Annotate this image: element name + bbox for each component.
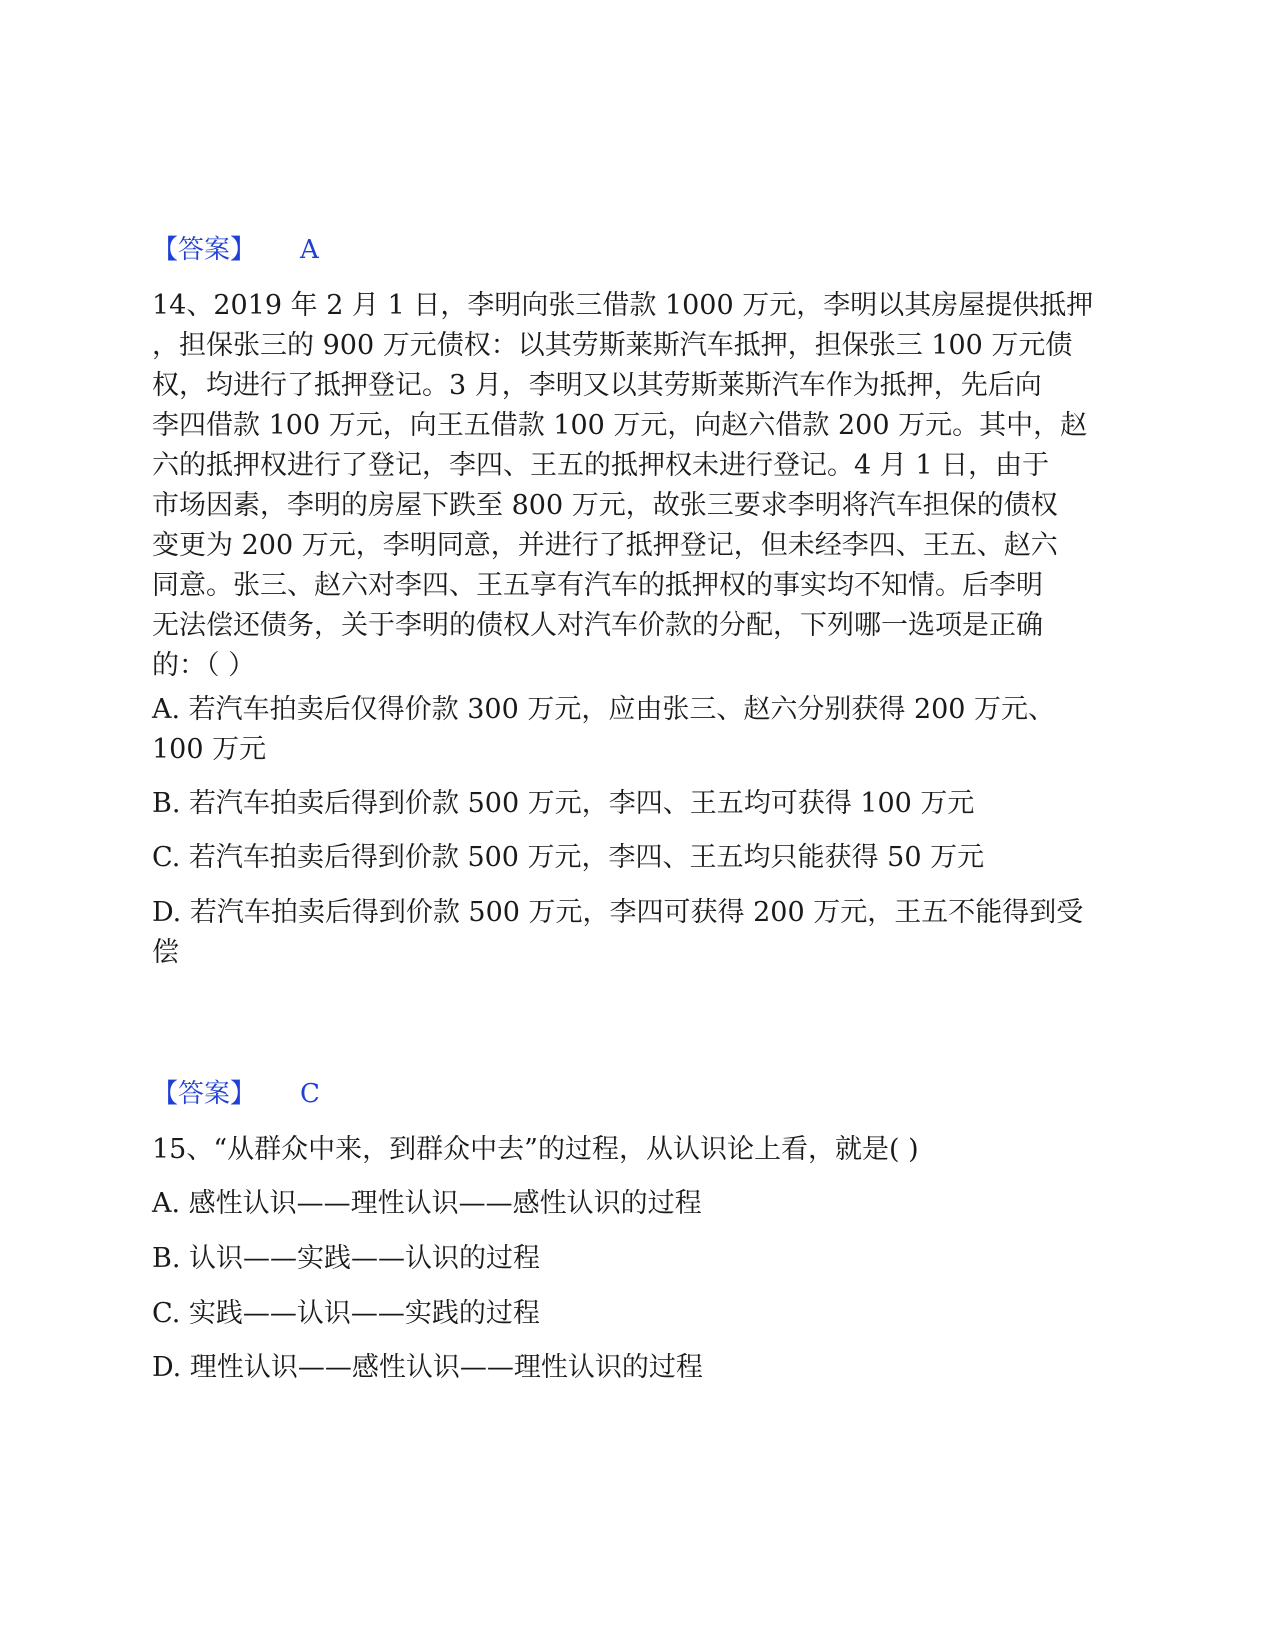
option-line: C. 实践——认识——实践的过程	[152, 1298, 540, 1329]
stem-line: 无法偿还债务，关于李明的债权人对汽车价款的分配，下列哪一选项是正确	[152, 610, 1043, 641]
q15-option-c	[152, 1294, 1112, 1334]
option-line: 偿	[152, 937, 179, 968]
stem-line: 同意。张三、赵六对李四、王五享有汽车的抵押权的事实均不知情。后李明	[152, 570, 1043, 601]
stem-line: 市场因素，李明的房屋下跌至 800 万元，故张三要求李明将汽车担保的债权	[152, 490, 1058, 521]
option-line: B. 认识——实践——认识的过程	[152, 1243, 541, 1274]
answer-line-q13	[152, 234, 319, 266]
answer-label: 【答案】	[152, 235, 257, 265]
question-15-stem	[152, 1130, 1112, 1170]
option-line: A. 若汽车拍卖后仅得价款 300 万元，应由张三、赵六分别获得 200 万元、	[152, 694, 1056, 725]
stem-line: 权，均进行了抵押登记。3 月，李明又以其劳斯莱斯汽车作为抵押，先后向	[152, 370, 1042, 401]
stem-line: 李四借款 100 万元，向王五借款 100 万元，向赵六借款 200 万元。其中，赵	[152, 410, 1088, 441]
option-line: A. 感性认识——理性认识——感性认识的过程	[152, 1188, 702, 1219]
q15-option-d	[152, 1348, 1112, 1388]
stem-line: 14、2019 年 2 月 1 日，李明向张三借款 1000 万元，李明以其房屋提供抵押	[152, 290, 1094, 321]
answer-value: C	[300, 1079, 320, 1109]
answer-line-q14	[152, 1078, 320, 1110]
q15-option-a	[152, 1184, 1112, 1224]
q14-option-a	[152, 690, 1112, 770]
question-14-stem	[152, 286, 1112, 686]
answer-label: 【答案】	[152, 1079, 257, 1109]
stem-line: 变更为 200 万元，李明同意，并进行了抵押登记，但未经李四、王五、赵六	[152, 530, 1058, 561]
option-line: C. 若汽车拍卖后得到价款 500 万元，李四、王五均只能获得 50 万元	[152, 842, 985, 873]
q14-option-b	[152, 784, 1112, 824]
option-line: D. 若汽车拍卖后得到价款 500 万元，李四可获得 200 万元，王五不能得到受	[152, 897, 1084, 928]
option-line: 100 万元	[152, 734, 267, 765]
option-line: D. 理性认识——感性认识——理性认识的过程	[152, 1352, 703, 1383]
stem-line: 的：（ ）	[152, 650, 256, 681]
option-line: B. 若汽车拍卖后得到价款 500 万元，李四、王五均可获得 100 万元	[152, 788, 975, 819]
answer-value: A	[300, 235, 319, 265]
stem-line: ，担保张三的 900 万元债权：以其劳斯莱斯汽车抵押，担保张三 100 万元债	[152, 330, 1073, 361]
stem-line: 六的抵押权进行了登记，李四、王五的抵押权未进行登记。4 月 1 日，由于	[152, 450, 1050, 481]
q14-option-c	[152, 838, 1112, 878]
q15-option-b	[152, 1239, 1112, 1279]
q14-option-d	[152, 893, 1112, 973]
stem-line: 15、“从群众中来，到群众中去”的过程，从认识论上看，就是( )	[152, 1134, 919, 1165]
